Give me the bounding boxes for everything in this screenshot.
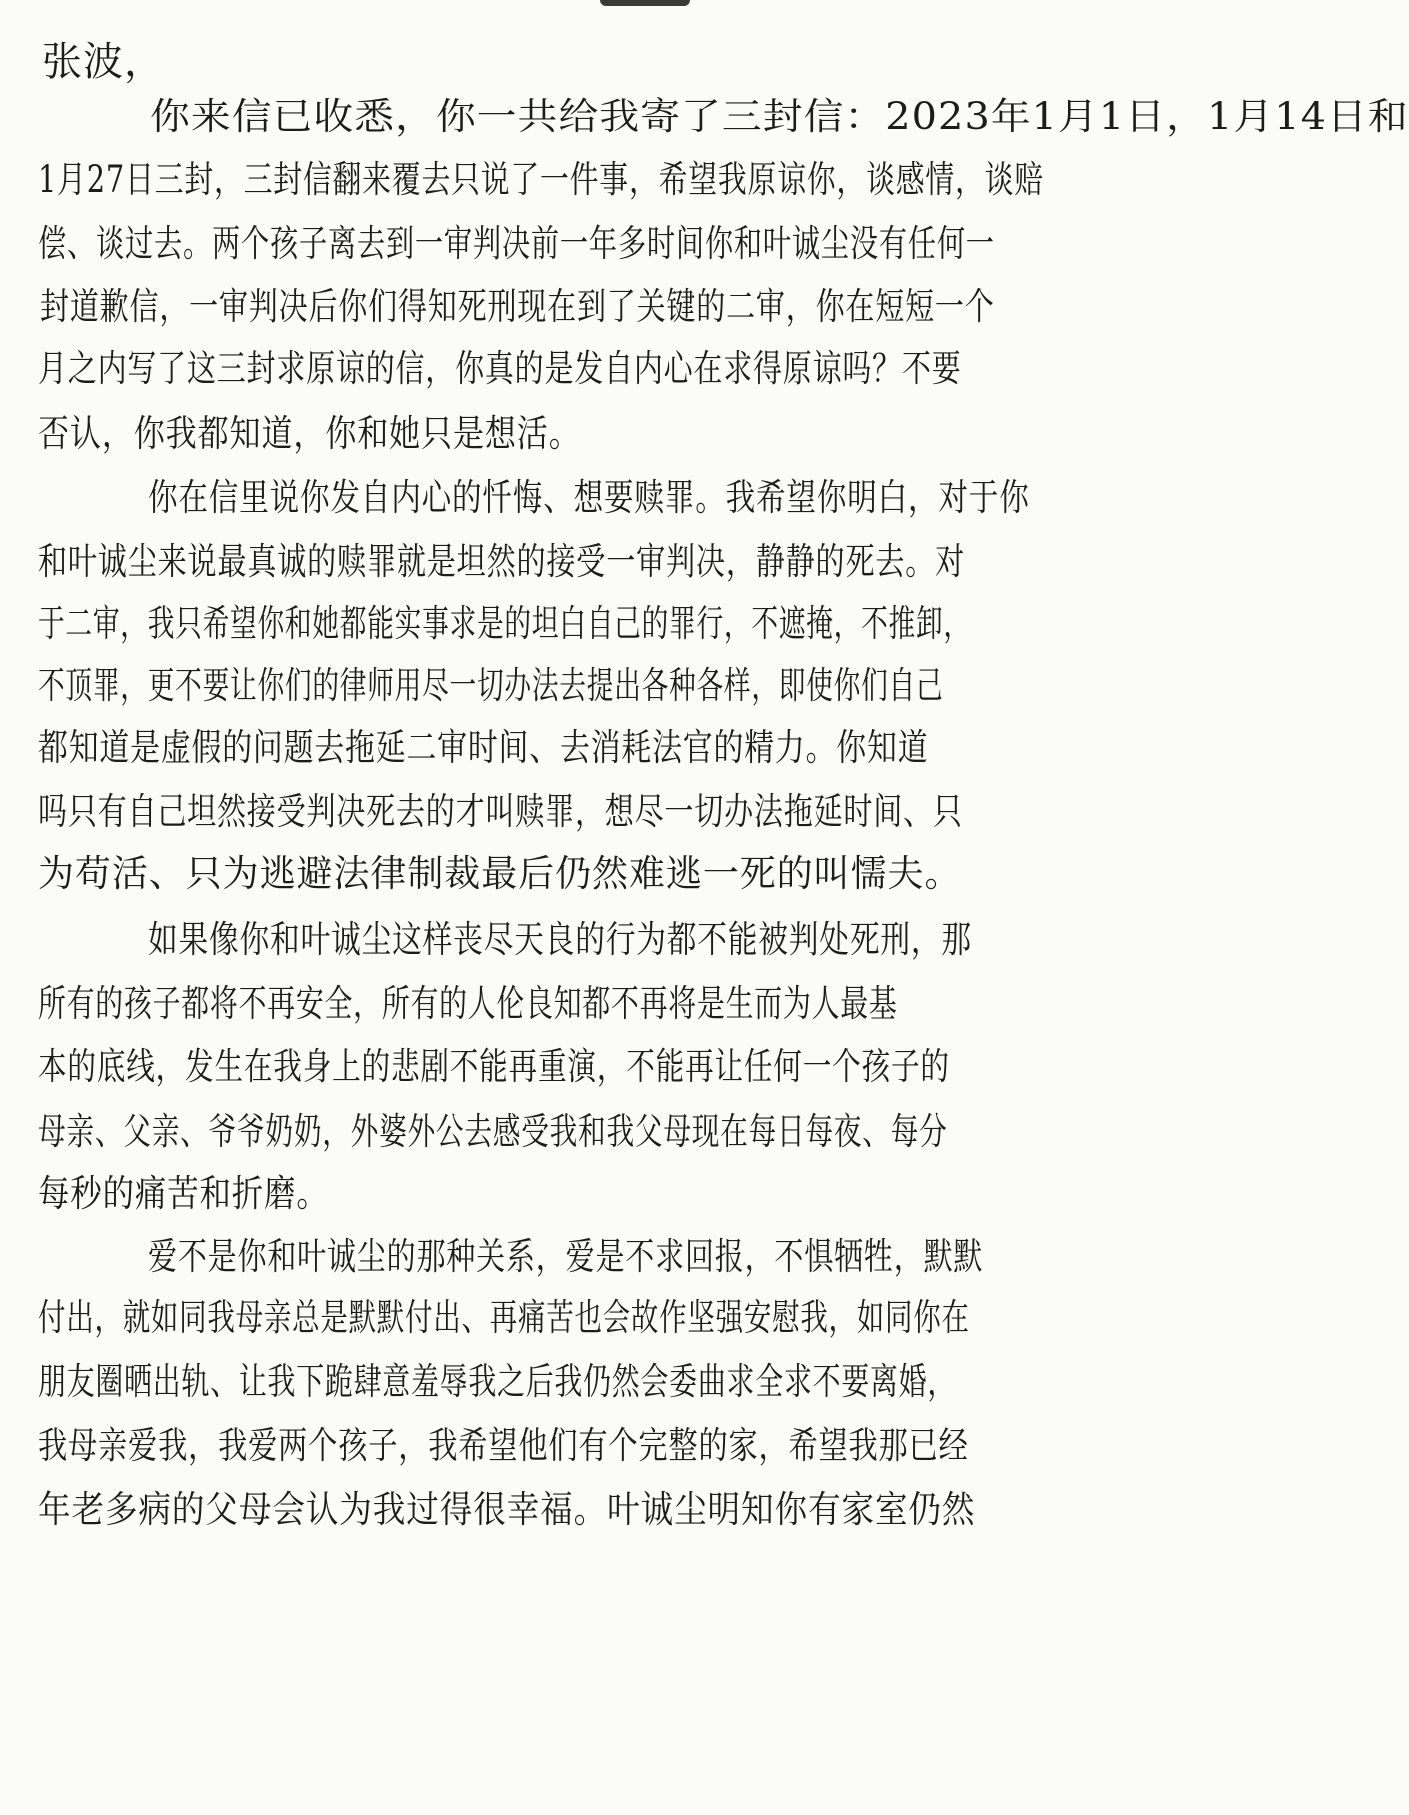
- letter-line: 月之内写了这三封求原谅的信，你真的是发自内心在求得原谅吗？不要: [38, 347, 962, 390]
- letter-line: 都知道是虚假的问题去拖延二审时间、去消耗法官的精力。你知道: [38, 726, 929, 769]
- letter-line: 偿、谈过去。两个孩子离去到一审判决前一年多时间你和叶诚尘没有任何一: [38, 222, 995, 265]
- letter-line: 付出，就如同我母亲总是默默付出、再痛苦也会故作坚强安慰我，如同你在: [38, 1296, 970, 1339]
- letter-line: 封道歉信，一审判决后你们得知死刑现在到了关键的二审，你在短短一个: [40, 285, 995, 328]
- letter-line: 为苟活、只为逃避法律制裁最后仍然难逃一死的叫懦夫。: [38, 852, 962, 895]
- letter-line: 朋友圈晒出轨、让我下跪肆意羞辱我之后我仍然会委曲求全求不要离婚，: [38, 1360, 957, 1403]
- letter-line: 我母亲爱我，我爱两个孩子，我希望他们有个完整的家，希望我那已经: [38, 1424, 969, 1467]
- letter-line: 于二审，我只希望你和她都能实事求是的坦白自己的罪行，不遮掩，不推卸，: [38, 602, 971, 645]
- letter-line: 每秒的痛苦和折磨。: [38, 1172, 329, 1215]
- letter-line: 年老多病的父母会认为我过得很幸福。叶诚尘明知你有家室仍然: [38, 1488, 976, 1531]
- letter-line: 否认，你我都知道，你和她只是想活。: [38, 412, 581, 455]
- letter-line: 爱不是你和叶诚尘的那种关系，爱是不求回报，不惧牺牲，默默: [148, 1235, 984, 1278]
- letter-line: 你在信里说你发自内心的忏悔、想要赎罪。我希望你明白，对于你: [148, 476, 1030, 519]
- letter-line: 吗只有自己坦然接受判决死去的才叫赎罪，想尽一切办法拖延时间、只: [38, 790, 963, 833]
- letter-line: 所有的孩子都将不再安全，所有的人伦良知都不再将是生而为人最基: [38, 982, 898, 1025]
- letter-greeting: 张波，: [42, 39, 165, 85]
- letter-line: 和叶诚尘来说最真诚的赎罪就是坦然的接受一审判决，静静的死去。对: [38, 540, 966, 583]
- letter-line: 如果像你和叶诚尘这样丧尽天良的行为都不能被判处死刑，那: [148, 918, 972, 961]
- letter-line: 本的底线，发生在我身上的悲剧不能再重演，不能再让任何一个孩子的: [38, 1045, 950, 1088]
- letter-line: 母亲、父亲、爷爷奶奶，外婆外公去感受我和我父母现在每日每夜、每分: [38, 1110, 948, 1153]
- letter-line: 你来信已收悉，你一共给我寄了三封信：2023年1月1日，1月14日和: [150, 95, 1409, 138]
- letter-line: 不顶罪，更不要让你们的律师用尽一切办法去提出各种各样，即使你们自己: [38, 664, 944, 707]
- letter-line: 1月27日三封，三封信翻来覆去只说了一件事，希望我原谅你，谈感情，谈赔: [38, 158, 1044, 201]
